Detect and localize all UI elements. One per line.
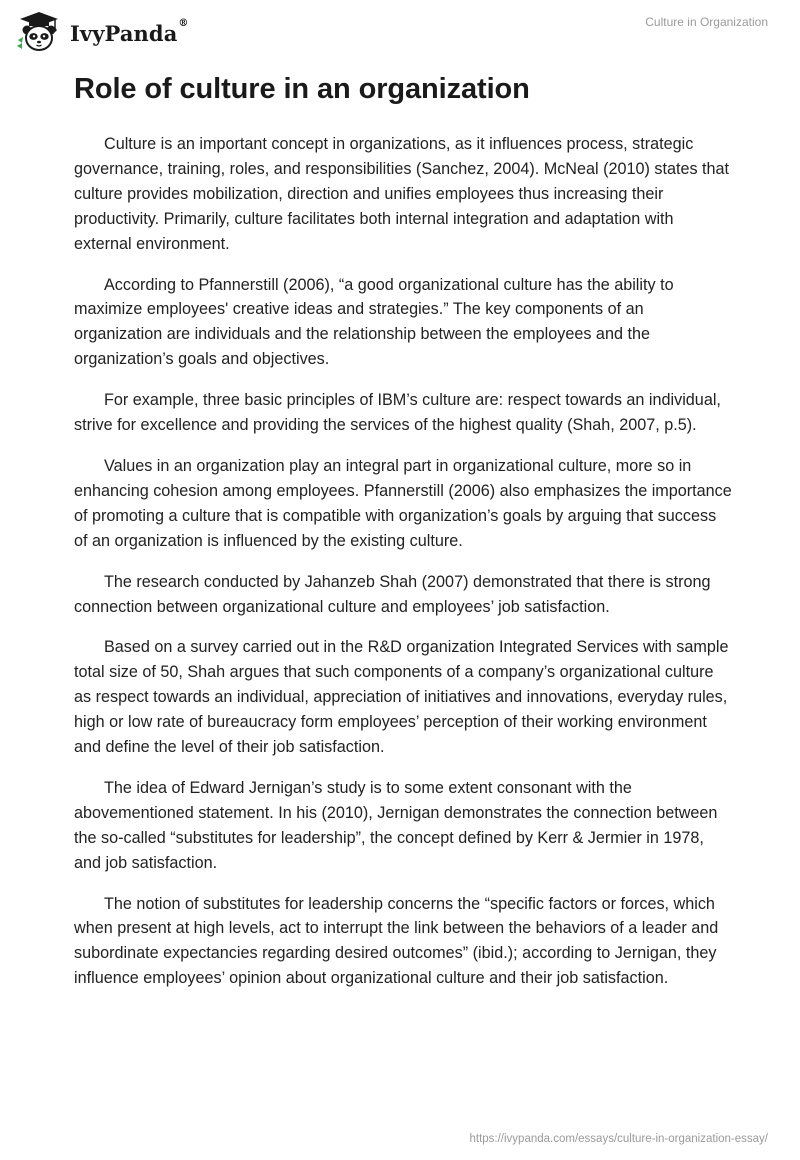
paragraph: The idea of Edward Jernigan’s study is to some extent consonant with the abovementioned statement. In his (2010), Jernigan demonstrates the connection between the so-called “substitutes for leadership”, the concept defined by Kerr & Jermier in 1978, and job satisfaction. (74, 778, 718, 872)
page-header (0, 0, 800, 70)
source-url[interactable]: https://ivypanda.com/essays/culture-in-organization-essay/ (469, 1133, 768, 1145)
running-title: Culture in Organization (645, 15, 768, 29)
page-title: Role of culture in an organization (74, 73, 530, 105)
brand-name: IvyPanda® (70, 17, 189, 46)
paragraph: Values in an organization play an integral part in organizational culture, more so in enhancing cohesion among employees. Pfannerstill (2006) also emphasizes the importance of promoting a culture that is compatible with organization’s goals by arguing that success of an organization is influenced by the existing culture. (74, 456, 732, 550)
paragraph: The notion of substitutes for leadership concerns the “specific factors or forces, which when present at high levels, act to interrupt the link between the behaviors of a leader and subordinate expectancies regarding desired outcomes” (ibid.); according to Jernigan, they influence employees’ opinion about organizational culture and their job satisfaction. (74, 894, 719, 988)
panda-graduate-icon (14, 10, 64, 54)
article-body (74, 132, 734, 1007)
paragraph: For example, three basic principles of IBM’s culture are: respect towards an individual, strive for excellence and providing the services of the highest quality (Shah, 2007, p.5). (74, 391, 721, 435)
registered-mark: ® (178, 17, 189, 29)
paragraph: According to Pfannerstill (2006), “a good organizational culture has the ability to maximize employees' creative ideas and strategies.” The key components of an organization are individuals and the relationship between the employees and the organization’s goals and objectives. (74, 275, 674, 369)
paragraph: Culture is an important concept in organizations, as it influences process, strategic governance, training, roles, and responsibilities (Sanchez, 2004). McNeal (2010) states that culture provides mobilization, direction and unifies employees thus increasing their productivity. Primarily, culture facilitates both internal integration and adaptation with external environment. (74, 135, 730, 253)
paragraph: Based on a survey carried out in the R&D organization Integrated Services with sample total size of 50, Shah argues that such components of a company’s organizational culture as respect towards an individual, appreciation of initiatives and innovations, everyday rules, high or low rate of bureaucracy form employees’ perception of their working environment and define the level of their job satisfaction. (74, 638, 729, 757)
paragraph: The research conducted by Jahanzeb Shah (2007) demonstrated that there is strong connection between organizational culture and employees’ job satisfaction. (74, 572, 711, 616)
brand-logo[interactable] (14, 10, 189, 54)
